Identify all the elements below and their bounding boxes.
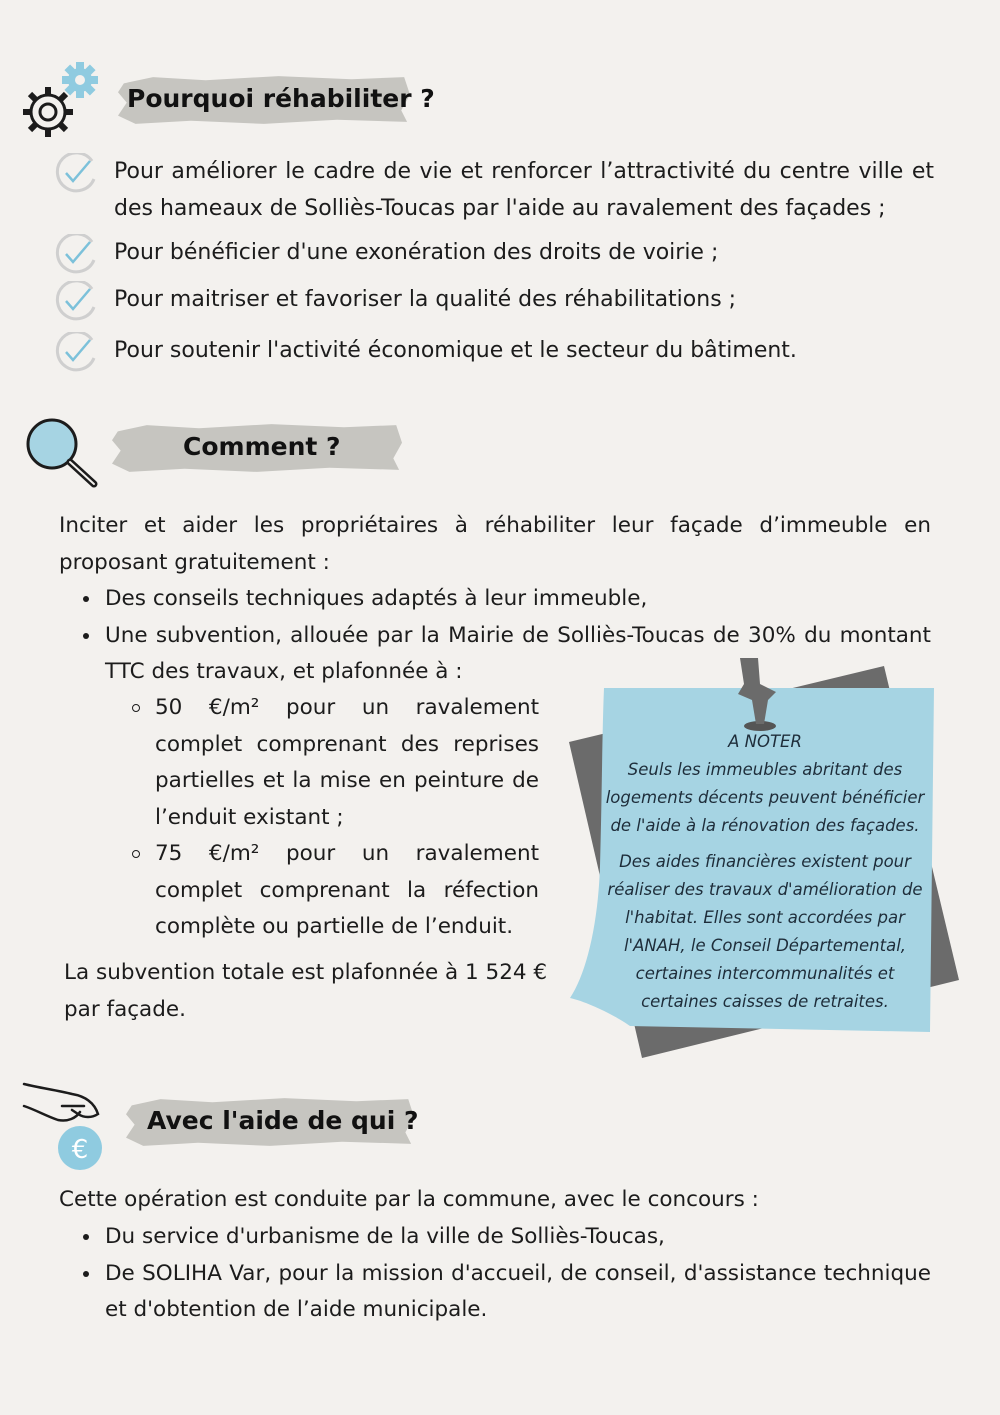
note-paragraph: Seuls les immeubles abritant des logements décents peuvent bénéficier de l'aide à la rénovation des façades. [605, 760, 925, 835]
intro-text: Inciter et aider les propriétaires à réhabiliter leur façade d’immeuble en proposant gratuitement : [59, 513, 931, 575]
section-title: Pourquoi réhabiliter ? [127, 84, 435, 113]
list-item: Pour maitriser et favoriser la qualité des réhabilitations ; [54, 281, 934, 321]
pushpin-icon [730, 656, 786, 734]
intro-text: Cette opération est conduite par la commune, avec le concours : [59, 1187, 759, 1212]
rate-list [119, 690, 539, 946]
list-item: Pour soutenir l'activité économique et le secteur du bâtiment. [54, 332, 934, 372]
section-title: Avec l'aide de qui ? [147, 1106, 419, 1135]
list-item: Pour bénéficier d'une exonération des droits de voirie ; [54, 234, 934, 274]
magnifier-icon [22, 414, 102, 490]
list-item: Du service d'urbanisme de la ville de Solliès-Toucas, [59, 1219, 931, 1256]
list-item: De SOLIHA Var, pour la mission d'accueil, de conseil, d'assistance technique et d'obtention de l’aide municipale. [59, 1256, 931, 1329]
partners-list [59, 1219, 931, 1329]
list-item: 50 €/m² pour un ravalement complet comprenant des reprises partielles et la mise en peinture de l’enduit existant ; [119, 690, 539, 836]
check-icon [54, 332, 98, 372]
gears-icon [18, 60, 102, 142]
note-paragraph: Des aides financières existent pour réaliser des travaux d'amélioration de l'habitat. Elles sont accordées par l'ANAH, le Conseil Départemental, certaines intercommunalités et certaines caisses de retraites. [607, 852, 923, 1011]
note-card [568, 686, 936, 1034]
list-item: 75 €/m² pour un ravalement complet comprenant la réfection complète ou partielle de l’enduit. [119, 836, 539, 946]
list-item: Des conseils techniques adaptés à leur immeuble, [59, 581, 931, 618]
total-cap-text: La subvention totale est plafonnée à 1 524 € par façade. [64, 960, 548, 1022]
check-icon [54, 234, 98, 274]
check-icon [54, 153, 98, 193]
list-item: Pour améliorer le cadre de vie et renforcer l’attractivité du centre ville et des hameaux de Solliès-Toucas par l'aide au ravalement des façades ; [54, 153, 934, 227]
check-icon [54, 281, 98, 321]
section-title: Comment ? [183, 432, 341, 461]
hand-coin-icon [22, 1076, 106, 1172]
svg-text:€: € [71, 1135, 89, 1165]
list-item: Une subvention, allouée par la Mairie de Solliès-Toucas de 30% du montant TTC des travaux, et plafonnée à : [59, 618, 931, 691]
note-title: A NOTER [728, 732, 802, 751]
